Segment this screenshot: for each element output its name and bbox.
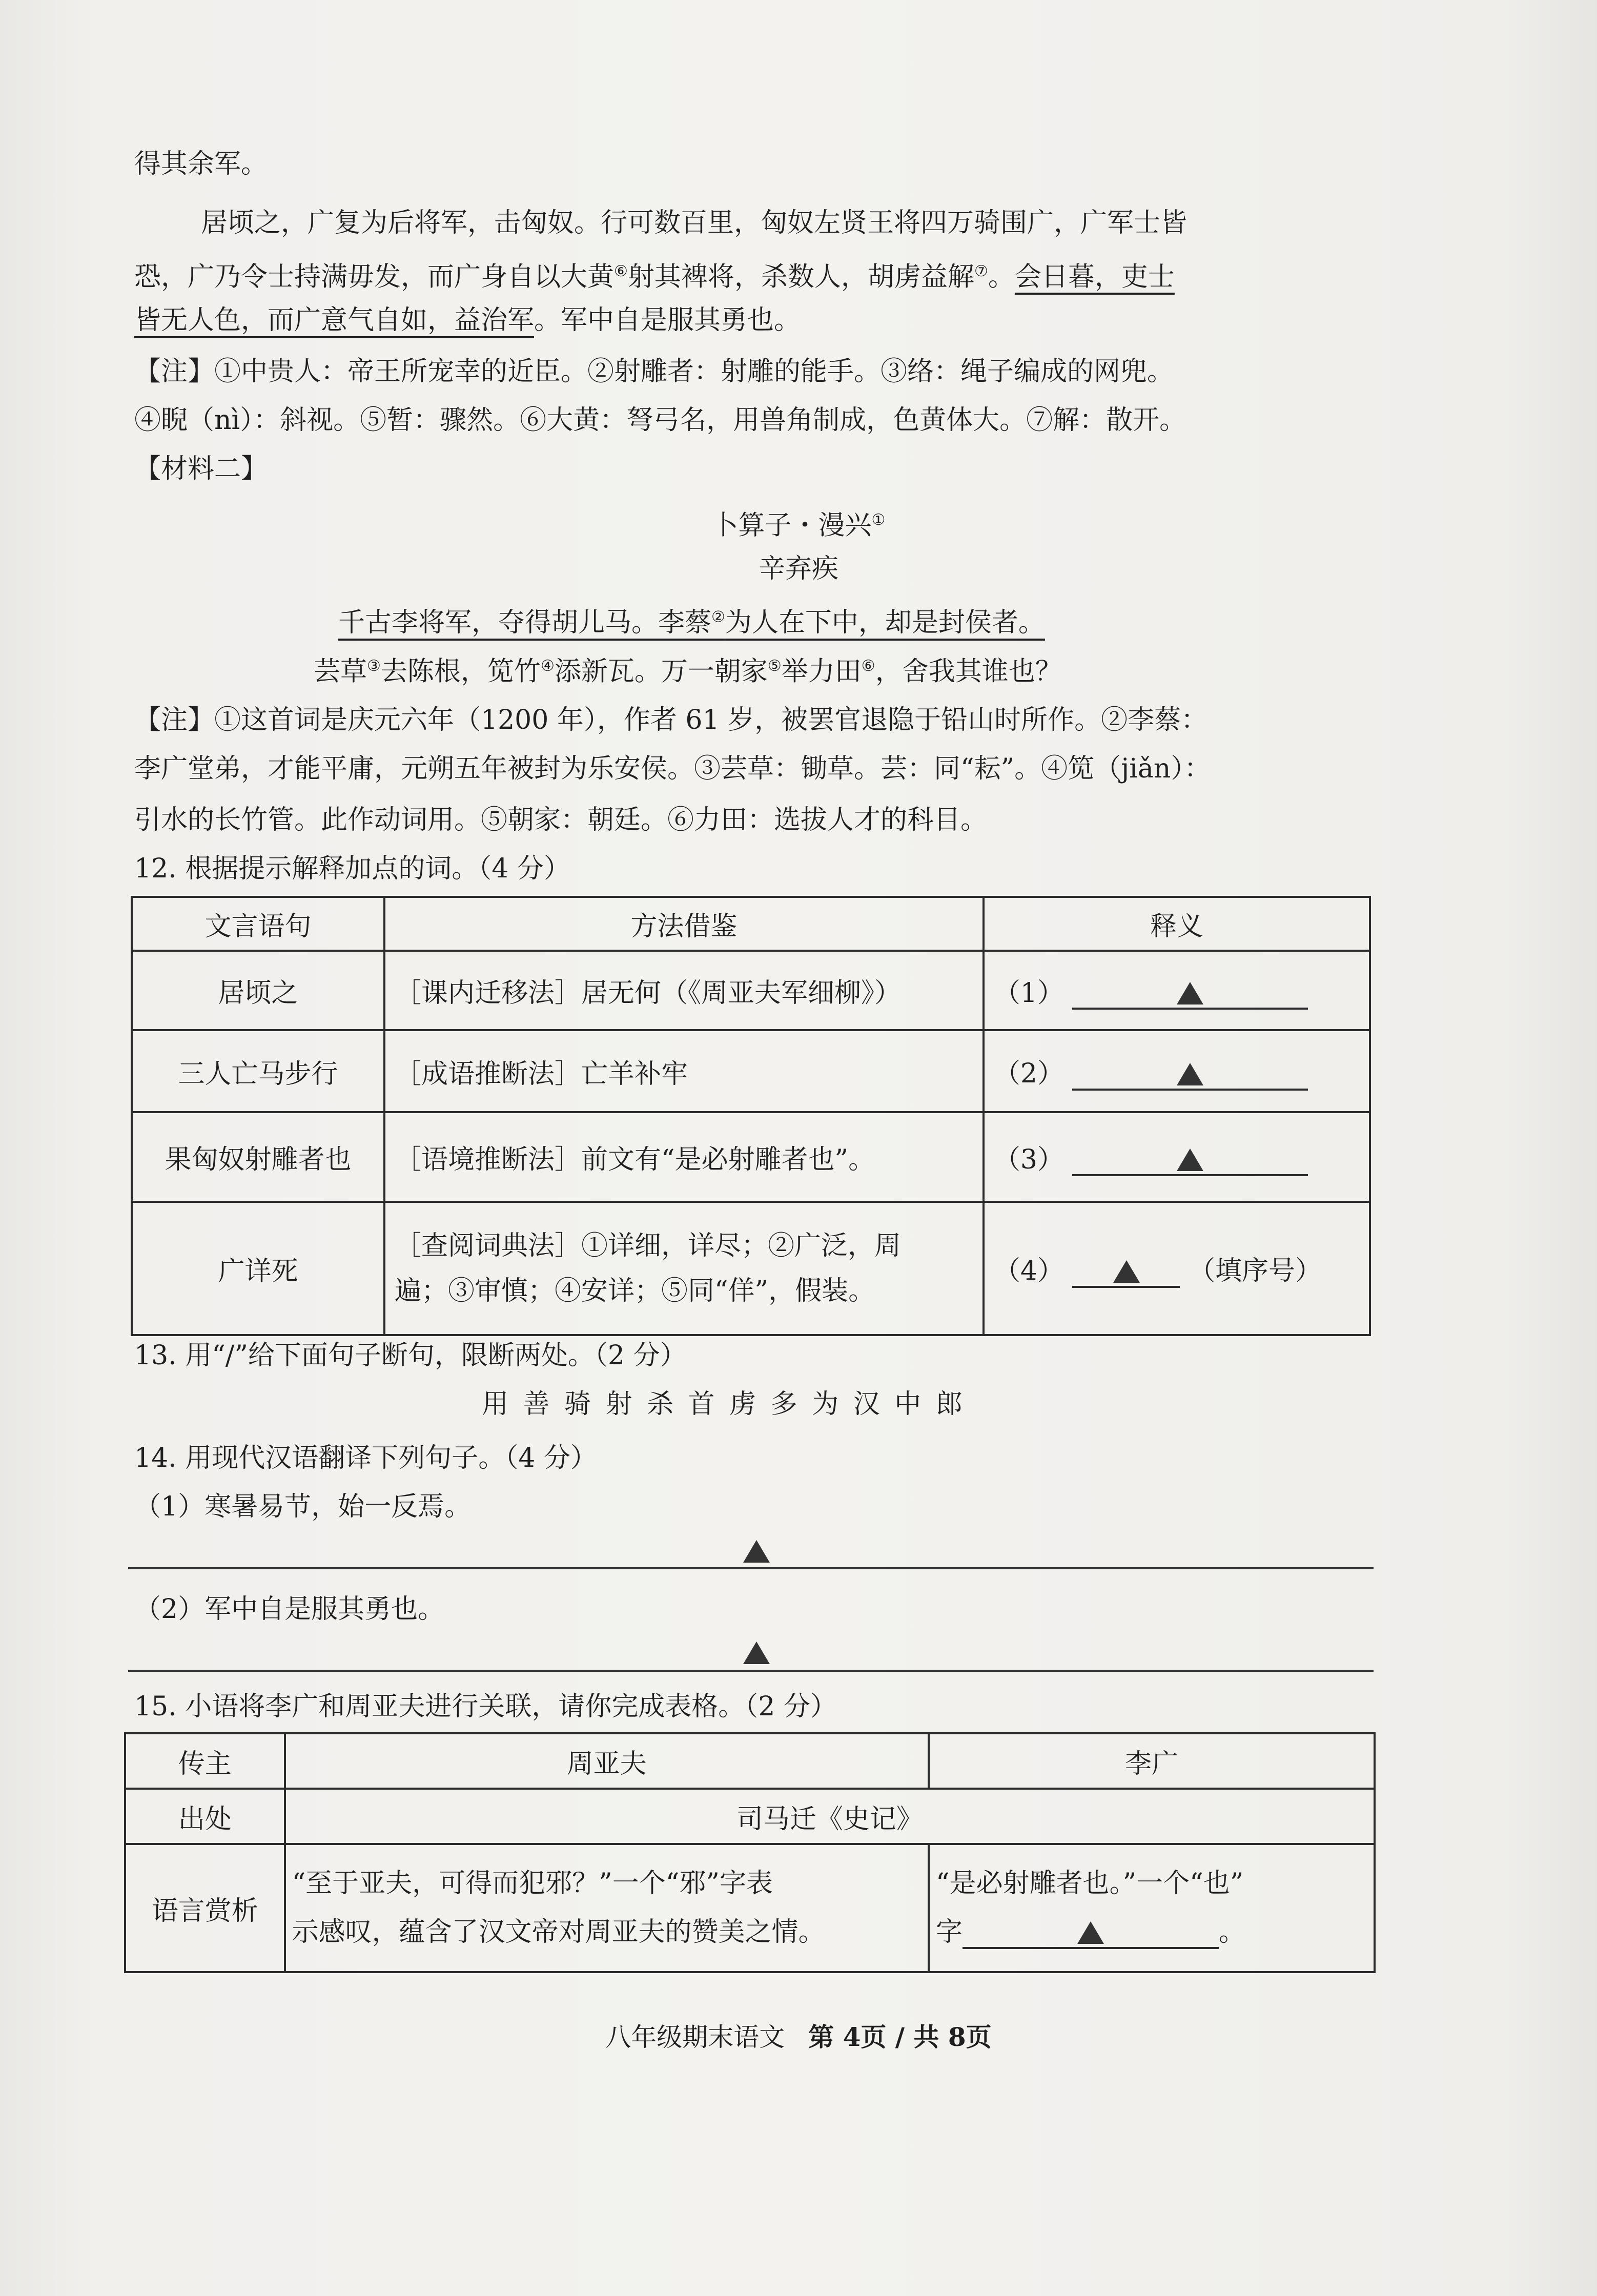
question-13-sentence: 用 善 骑 射 杀 首 虏 多 为 汉 中 郎: [482, 1389, 966, 1420]
passage-line: 恐，广乃令士持满毋发，而广身自以大黄⑥射其裨将，杀数人，胡虏益解⑦。会日暮，吏士: [134, 261, 1175, 293]
underlined-sentence: 会日暮，吏士: [1014, 261, 1175, 293]
answer-blank[interactable]: [1072, 1258, 1180, 1288]
poem-note: 【注】①这首词是庆元六年（1200 年），作者 61 岁，被罢官退隐于铅山时所作。②李蔡：: [134, 705, 1208, 735]
question-14-prompt: 14. 用现代汉语翻译下列句子。（4 分）: [134, 1443, 597, 1473]
method-cell: ［查阅词典法］①详细，详尽；②广泛，周 遍；③审慎；④安详；⑤同“佯”，假装。: [384, 1202, 984, 1335]
underlined-poem-line: 千古李将军，夺得胡儿马。李蔡②为人在下中，却是封侯者。: [338, 607, 1045, 639]
table-row: [132, 951, 1370, 1030]
passage-line: 得其余军。: [134, 149, 268, 179]
answer-cell: （4） （填序号）: [984, 1202, 1370, 1335]
answer-marker-icon: [743, 1540, 770, 1563]
table-cell: “至于亚夫，可得而犯邪？”一个“邪”字表 示感叹，蕴含了汉文帝对周亚夫的赞美之情。: [285, 1844, 929, 1972]
table-cell: 周亚夫: [285, 1733, 929, 1789]
poem-note: 引水的长竹管。此作动词用。⑤朝家：朝廷。⑥力田：选拔人才的科目。: [134, 805, 988, 835]
question-14-item: （1）寒暑易节，始一反焉。: [134, 1491, 472, 1522]
table-row: [125, 1733, 1375, 1789]
answer-marker-icon: [1113, 1260, 1140, 1283]
answer-blank[interactable]: [1072, 1146, 1308, 1176]
answer-line[interactable]: [128, 1567, 1374, 1569]
answer-line[interactable]: [128, 1670, 1374, 1672]
answer-cell: （2）: [984, 1030, 1370, 1112]
passage-note: ④睨（nì）：斜视。⑤暂：骤然。⑥大黄：弩弓名，用兽角制成，色黄体大。⑦解：散开。: [134, 405, 1186, 436]
underlined-sentence: 皆无人色，而广意气自如，益治军: [134, 305, 535, 336]
material-heading: 【材料二】: [134, 454, 268, 484]
table-cell: 李广: [929, 1733, 1375, 1789]
poem-line: [338, 600, 1045, 641]
question-12-prompt: 12. 根据提示解释加点的词。（4 分）: [134, 853, 570, 884]
poem-title: 卜算子・漫兴①: [711, 510, 886, 541]
table-row: [125, 1789, 1375, 1844]
table-header: 释义: [984, 897, 1370, 951]
sentence-cell: 果匈奴射雕者也: [132, 1112, 384, 1202]
table-cell: 司马迁《史记》: [285, 1789, 1375, 1844]
page-footer: 八年级期末语文 第 4页 / 共 8页: [605, 2022, 992, 2052]
poem-author: 辛弃疾: [758, 554, 838, 584]
question-13-prompt: 13. 用“/”给下面句子断句，限断两处。（2 分）: [134, 1340, 687, 1371]
answer-blank[interactable]: [963, 1919, 1219, 1949]
row-label: 出处: [125, 1789, 285, 1844]
answer-marker-icon: [743, 1642, 770, 1664]
answer-blank[interactable]: [1072, 1061, 1308, 1091]
answer-marker-icon: [1177, 982, 1203, 1004]
poem-note: 李广堂弟，才能平庸，元朔五年被封为乐安侯。③芸草：锄草。芸：同“耘”。④笕（jiǎn）：: [134, 753, 1211, 784]
sentence-cell: 广详死: [132, 1202, 384, 1335]
table-header: 方法借鉴: [384, 897, 984, 951]
sentence-cell: 居顷之: [132, 951, 384, 1030]
answer-blank[interactable]: [1072, 980, 1308, 1010]
answer-cell: （1）: [984, 951, 1370, 1030]
table-row: [132, 1030, 1370, 1112]
row-label: 传主: [125, 1733, 285, 1789]
passage-line: 皆无人色，而广意气自如，益治军。军中自是服其勇也。: [134, 305, 801, 336]
answer-marker-icon: [1177, 1063, 1203, 1085]
question-12-table: [131, 896, 1371, 1336]
method-cell: ［成语推断法］亡羊补牢: [384, 1030, 984, 1112]
answer-marker-icon: [1077, 1921, 1104, 1944]
question-15-prompt: 15. 小语将李广和周亚夫进行关联，请你完成表格。（2 分）: [134, 1691, 837, 1722]
passage-note: 【注】①中贵人：帝王所宠幸的近臣。②射雕者：射雕的能手。③络：绳子编成的网兜。: [134, 356, 1174, 387]
poem-line: 芸草③去陈根，笕竹④添新瓦。万一朝家⑤举力田⑥，舍我其谁也？: [314, 656, 1062, 687]
table-header-row: [132, 897, 1370, 951]
table-row: [125, 1844, 1375, 1972]
passage-line: 居顷之，广复为后将军，击匈奴。行可数百里，匈奴左贤王将四万骑围广，广军士皆: [201, 208, 1187, 238]
table-header: 文言语句: [132, 897, 384, 951]
question-14-item: （2）军中自是服其勇也。: [134, 1594, 445, 1625]
table-row: [132, 1112, 1370, 1202]
row-label: 语言赏析: [125, 1844, 285, 1972]
answer-marker-icon: [1177, 1149, 1203, 1171]
sentence-cell: 三人亡马步行: [132, 1030, 384, 1112]
answer-cell: （3）: [984, 1112, 1370, 1202]
method-cell: ［语境推断法］前文有“是必射雕者也”。: [384, 1112, 984, 1202]
table-row: [132, 1202, 1370, 1335]
method-cell: ［课内迁移法］居无何（《周亚夫军细柳》）: [384, 951, 984, 1030]
question-15-table: [124, 1732, 1376, 1973]
table-cell: “是必射雕者也。”一个“也” 字 。: [929, 1844, 1375, 1972]
